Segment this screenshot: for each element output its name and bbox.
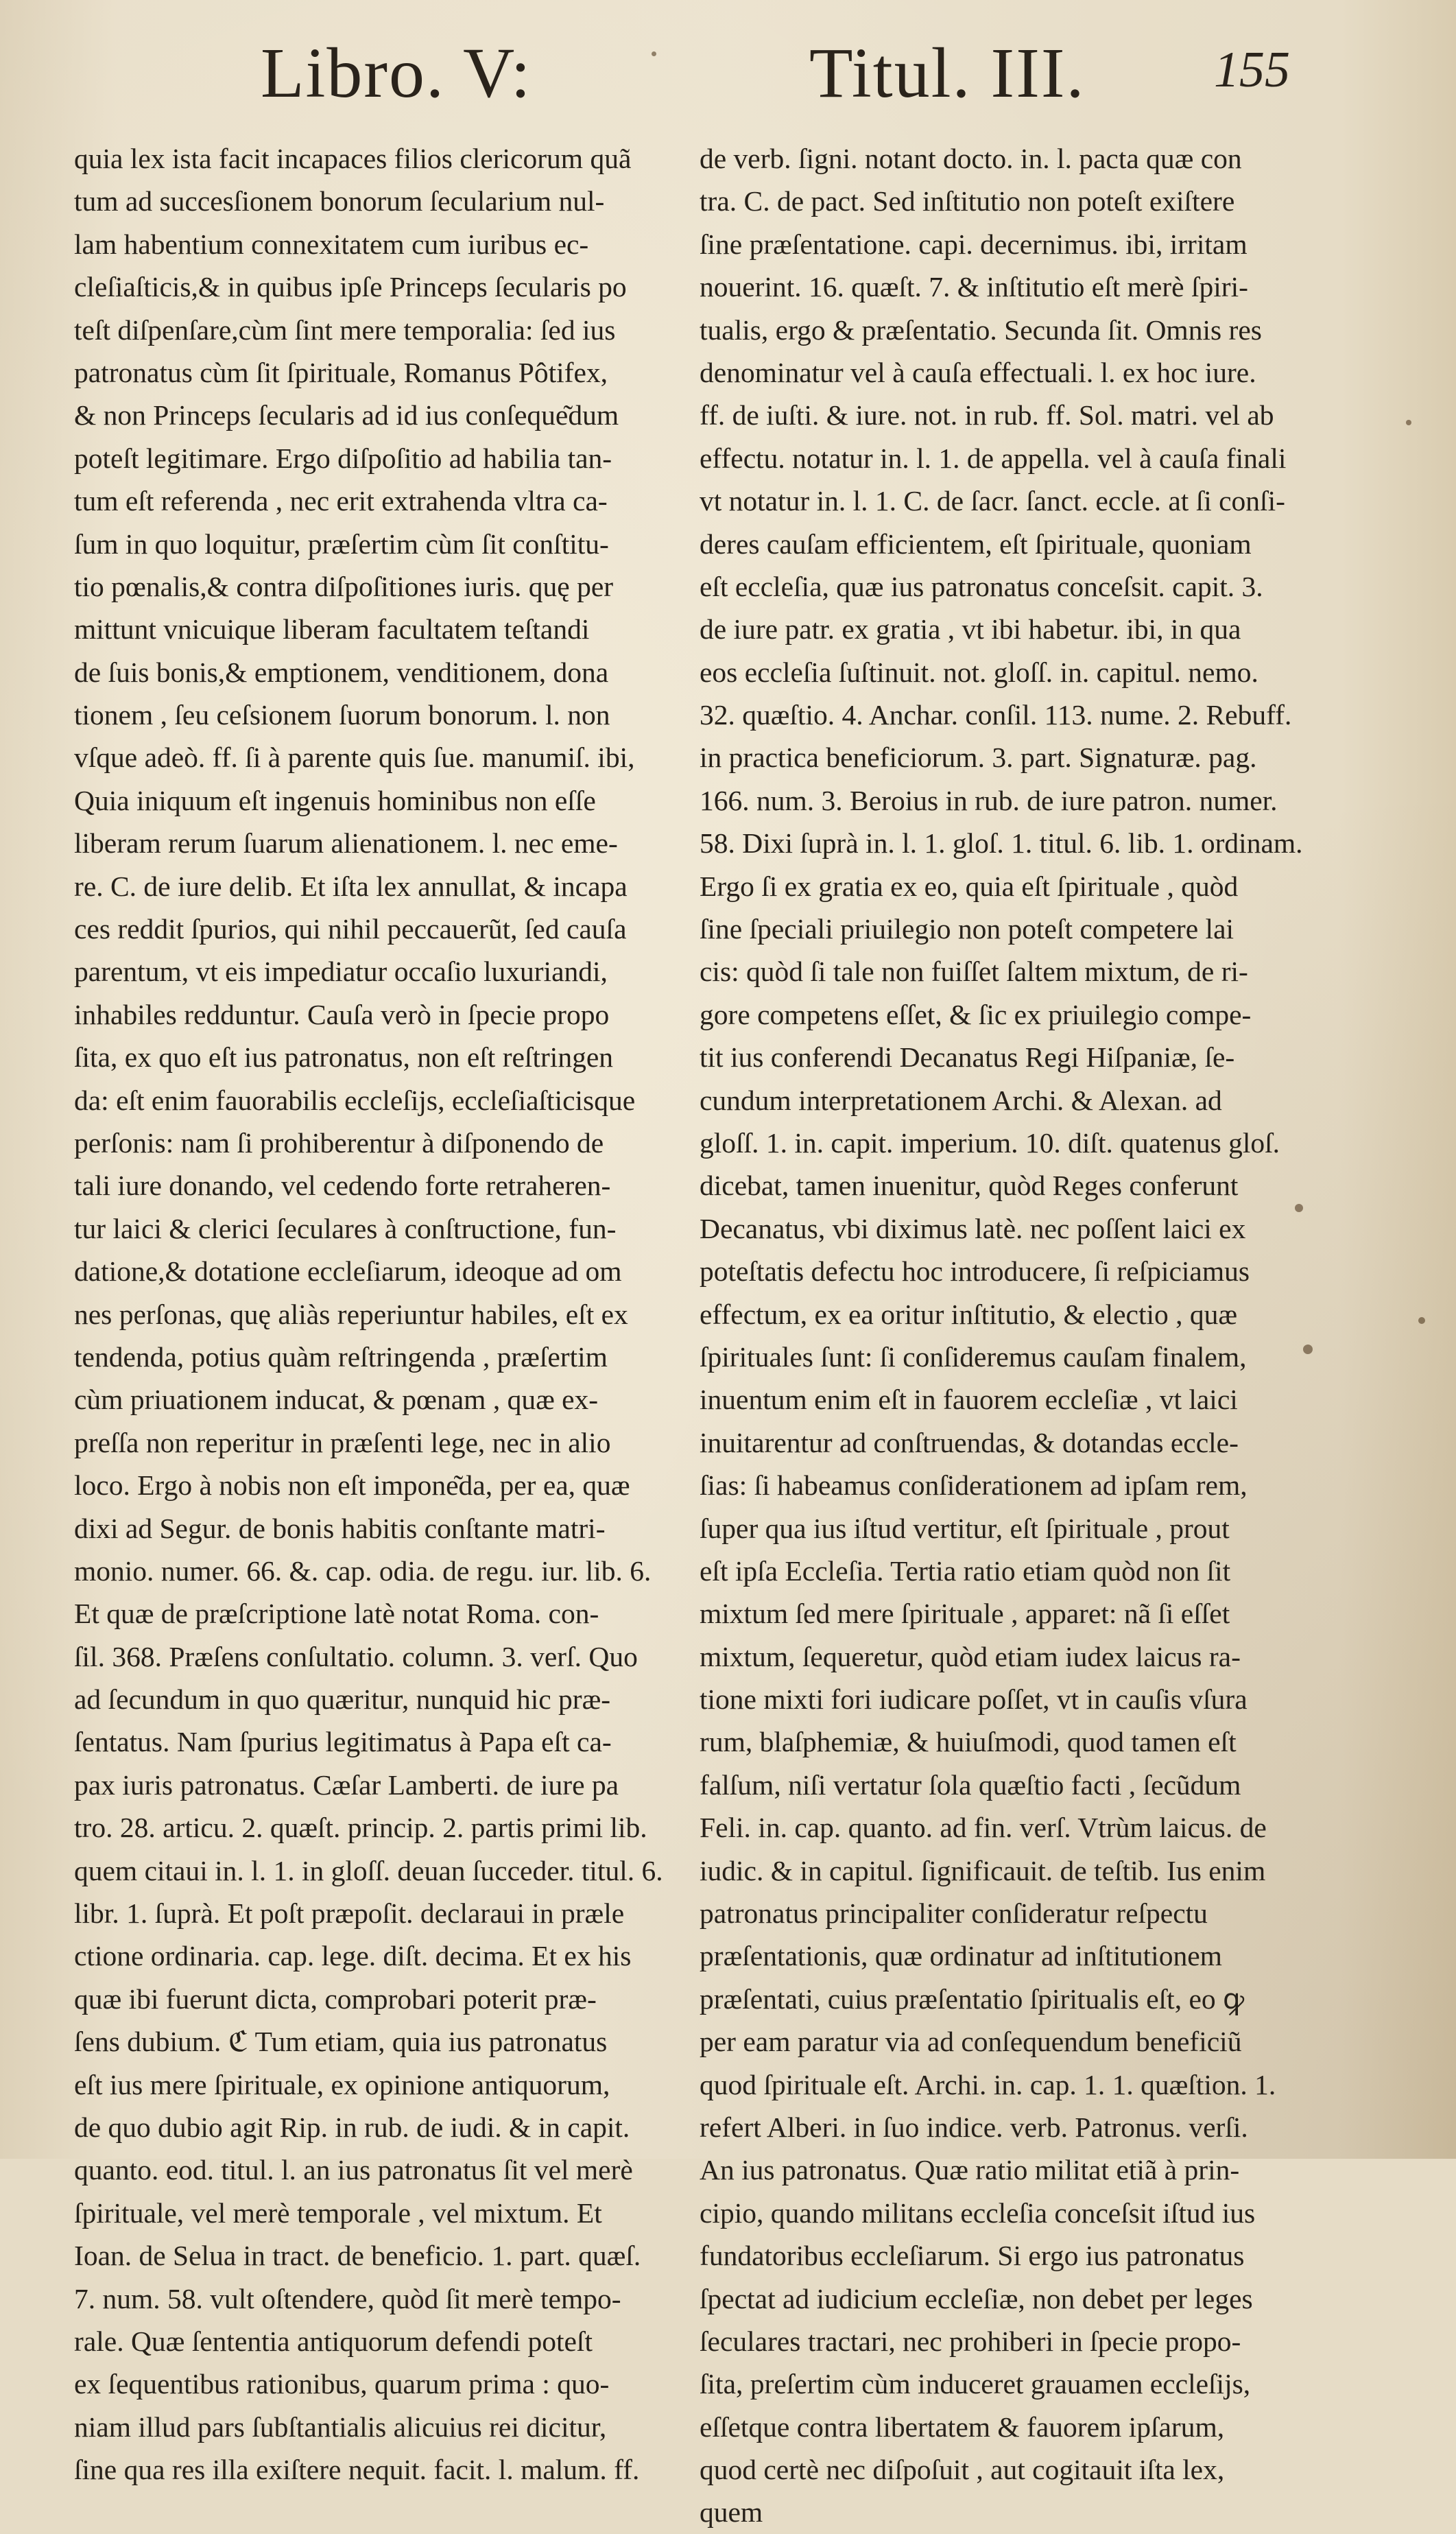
right-column-line: quod ſpirituale eſt. Archi. in. cap. 1. 1. quæſtion. 1. bbox=[700, 2068, 1276, 2100]
right-column-line: inuitarentur ad conſtruendas, & dotandas eccle- bbox=[700, 1426, 1239, 1458]
right-column-line: mixtum, ſequeretur, quòd etiam iudex laicus ra- bbox=[700, 1640, 1241, 1672]
left-column-line: rale. Quæ ſententia antiquorum defendi poteſt bbox=[74, 2325, 593, 2357]
right-column-line: refert Alberi. in ſuo indice. verb. Patronus. verſi. bbox=[700, 2111, 1248, 2143]
right-column-line: inuentum enim eſt in fauorem eccleſiæ , vt laici bbox=[700, 1384, 1238, 1416]
left-column-line: Et quæ de præſcriptione latè notat Roma. con- bbox=[74, 1598, 599, 1630]
right-column-line: ſuper qua ius iſtud vertitur, eſt ſpirituale , prout bbox=[700, 1512, 1230, 1544]
running-head bbox=[261, 34, 1303, 127]
left-column-line: mittunt vnicuique liberam facultatem teſtandi bbox=[74, 613, 590, 646]
left-column-line: de ſuis bonis,& emptionem, venditionem, dona bbox=[74, 656, 609, 688]
right-column-line: in practica beneficiorum. 3. part. Signaturæ. pag. bbox=[700, 742, 1257, 774]
ink-spot bbox=[1295, 1204, 1303, 1212]
left-column-line: ſita, ex quo eſt ius patronatus, non eſt reſtringen bbox=[74, 1041, 614, 1074]
left-column-line: poteſt legitimare. Ergo diſpoſitio ad habilia tan- bbox=[74, 442, 612, 474]
left-column-line: de quo dubio agit Rip. in rub. de iudi. & in capit. bbox=[74, 2111, 630, 2143]
left-column-line: lam habentium connexitatem cum iuribus ec- bbox=[74, 228, 589, 260]
running-head-book: Libro. V: bbox=[261, 34, 532, 113]
right-text-column bbox=[700, 137, 1313, 2534]
left-column-line: ſentatus. Nam ſpurius legitimatus à Papa eſt ca- bbox=[74, 1726, 612, 1758]
left-column-line: tendenda, potius quàm reſtringenda , præſertim bbox=[74, 1340, 608, 1373]
right-column-line: effectum, ex ea oritur inſtitutio, & electio , quæ bbox=[700, 1298, 1238, 1330]
right-column-line: rum, blaſphemiæ, & huiuſmodi, quod tamen eſt bbox=[700, 1726, 1237, 1758]
right-column-line: nouerint. 16. quæſt. 7. & inſtitutio eſt merè ſpiri- bbox=[700, 271, 1248, 303]
right-column-line: patronatus principaliter conſideratur reſpectu bbox=[700, 1897, 1208, 1930]
folio-number: 155 bbox=[1214, 42, 1290, 98]
right-column-line: An ius patronatus. Quæ ratio militat etiã à prin- bbox=[700, 2154, 1240, 2186]
left-column-line: da: eſt enim fauorabilis eccleſijs, eccleſiaſticisque bbox=[74, 1084, 636, 1116]
ink-spot bbox=[1418, 1317, 1425, 1324]
right-column-line: quem bbox=[700, 2496, 763, 2529]
right-column-line: effectu. notatur in. l. 1. de appella. vel à cauſa finali bbox=[700, 442, 1287, 474]
right-column-line: denominatur vel à cauſa effectuali. l. ex hoc iure. bbox=[700, 356, 1256, 388]
right-column-line: eſſetque contra libertatem & fauorem ipſarum, bbox=[700, 2411, 1225, 2443]
left-column-line: tro. 28. articu. 2. quæſt. princip. 2. partis primi lib. bbox=[74, 1812, 647, 1844]
left-column-line: cleſiaſticis,& in quibus ipſe Princeps ſecularis po bbox=[74, 271, 627, 303]
ink-spot bbox=[1406, 420, 1411, 425]
right-column-line: cipio, quando militans eccleſia conceſsit iſtud ius bbox=[700, 2196, 1256, 2229]
right-column-line: ſpirituales ſunt: ſi conſideremus cauſam finalem, bbox=[700, 1340, 1247, 1373]
right-column-line: præſentationis, quæ ordinatur ad inſtitutionem bbox=[700, 1940, 1222, 1972]
right-column-line: ſita, preſertim cùm induceret grauamen eccleſijs, bbox=[700, 2368, 1251, 2400]
left-column-line: cùm priuationem inducat, & pœnam , quæ ex- bbox=[74, 1384, 599, 1416]
right-column-line: ff. de iuſti. & iure. not. in rub. ff. Sol. matri. vel ab bbox=[700, 399, 1274, 431]
left-column-line: ad ſecundum in quo quæritur, nunquid hic præ- bbox=[74, 1683, 611, 1716]
right-column-line: gore competens eſſet, & ſic ex priuilegio compe- bbox=[700, 998, 1252, 1030]
left-column-line: monio. numer. 66. &. cap. odia. de regu. iur. lib. 6. bbox=[74, 1554, 652, 1587]
left-column-line: quanto. eod. titul. l. an ius patronatus ſit vel merè bbox=[74, 2154, 633, 2186]
right-column-line: 166. num. 3. Beroius in rub. de iure patron. numer. bbox=[700, 784, 1278, 816]
ink-spot bbox=[652, 51, 656, 56]
right-column-line: de verb. ſigni. notant docto. in. l. pacta quæ con bbox=[700, 143, 1242, 174]
right-column-line: per eam paratur via ad conſequendum beneficiũ bbox=[700, 2026, 1242, 2058]
left-column-line: ſine qua res illa exiſtere nequit. facit. l. malum. ff. bbox=[74, 2454, 640, 2486]
left-column-line: quem citaui in. l. 1. in gloſſ. deuan ſucceder. titul. 6. bbox=[74, 1854, 663, 1886]
left-column-line: teſt diſpenſare,cùm ſint mere temporalia: ſed ius bbox=[74, 313, 616, 346]
right-column-line: ſine ſpeciali priuilegio non poteſt competere lai bbox=[700, 913, 1234, 945]
right-column-line: Decanatus, vbi diximus latè. nec poſſent laici ex bbox=[700, 1212, 1246, 1244]
right-column-line: iudic. & in capitul. ſignificauit. de teſtib. Ius enim bbox=[700, 1854, 1266, 1886]
left-column-line: datione,& dotatione eccleſiarum, ideoque ad om bbox=[74, 1255, 622, 1288]
left-column-line: patronatus cùm ſit ſpirituale, Romanus Pôtifex, bbox=[74, 356, 608, 388]
right-column-line: tra. C. de pact. Sed inſtitutio non poteſt exiſtere bbox=[700, 185, 1235, 217]
left-column-line: Quia iniquum eſt ingenuis hominibus non eſſe bbox=[74, 784, 596, 816]
right-column-line: mixtum ſed mere ſpirituale , apparet: nã ſi eſſet bbox=[700, 1598, 1230, 1630]
left-column-line: ex ſequentibus rationibus, quarum prima : quo- bbox=[74, 2368, 610, 2400]
right-column-line: 58. Dixi ſuprà in. l. 1. gloſ. 1. titul. 6. lib. 1. ordinam. bbox=[700, 827, 1303, 860]
right-column-line: cis: quòd ſi tale non fuiſſet ſaltem mixtum, de ri- bbox=[700, 956, 1248, 988]
left-column-line: tur laici & clerici ſeculares à conſtructione, fun- bbox=[74, 1212, 617, 1244]
right-column-line: poteſtatis defectu hoc introducere, ſi reſpiciamus bbox=[700, 1255, 1250, 1288]
right-column-line: tione mixti fori iudicare poſſet, vt in cauſis vſura bbox=[700, 1683, 1248, 1716]
left-column-line: Ioan. de Selua in tract. de beneficio. 1. part. quæſ. bbox=[74, 2240, 641, 2272]
right-column-line: ſine præſentatione. capi. decernimus. ibi, irritam bbox=[700, 228, 1248, 260]
right-column-line: fundatoribus eccleſiarum. Si ergo ius patronatus bbox=[700, 2240, 1245, 2272]
left-column-line: parentum, vt eis impediatur occaſio luxuriandi, bbox=[74, 956, 608, 988]
right-column-line: cundum interpretationem Archi. & Alexan. ad bbox=[700, 1084, 1222, 1116]
right-column-line: Feli. in. cap. quanto. ad fin. verſ. Vtrùm laicus. de bbox=[700, 1812, 1267, 1844]
left-column-line: ces reddit ſpurios, qui nihil peccauerũt, ſed cauſa bbox=[74, 913, 627, 945]
right-column-line: præſentati, cuius præſentatio ſpiritualis eſt, eo ꝙ bbox=[700, 1982, 1245, 2015]
left-column-line: preſſa non reperitur in præſenti lege, nec in alio bbox=[74, 1426, 611, 1458]
right-column-line: tit ius conferendi Decanatus Regi Hiſpaniæ, ſe- bbox=[700, 1041, 1235, 1074]
right-column-line: ſeculares tractari, nec prohiberi in ſpecie propo- bbox=[700, 2325, 1241, 2357]
left-column-line: liberam rerum ſuarum alienationem. l. nec eme- bbox=[74, 827, 618, 860]
left-column-line: eſt ius mere ſpirituale, ex opinione antiquorum, bbox=[74, 2068, 610, 2100]
right-column-line: eſt eccleſia, quæ ius patronatus conceſsit. capit. 3. bbox=[700, 570, 1263, 602]
left-column-line: loco. Ergo à nobis non eſt impone͂da, per ea, quæ bbox=[74, 1469, 630, 1502]
left-column-line: ſens dubium. ℭ Tum etiam, quia ius patronatus bbox=[74, 2026, 608, 2058]
left-column-line: re. C. de iure delib. Et iſta lex annullat, & incapa bbox=[74, 870, 628, 902]
right-column-line: eſt ipſa Eccleſia. Tertia ratio etiam quòd non ſit bbox=[700, 1554, 1231, 1587]
right-column-line: deres cauſam efficientem, eſt ſpirituale, quoniam bbox=[700, 528, 1252, 560]
left-column-line: dixi ad Segur. de bonis habitis conſtante matri- bbox=[74, 1512, 606, 1544]
left-column-line: quia lex ista facit incapaces filios clericorum quã bbox=[74, 143, 632, 174]
left-column-line: tionem , ſeu ceſsionem ſuorum bonorum. l. non bbox=[74, 699, 610, 731]
right-column-line: 32. quæſtio. 4. Anchar. conſil. 113. nume. 2. Rebuff. bbox=[700, 699, 1292, 731]
left-column-line: ſpirituale, vel merè temporale , vel mixtum. Et bbox=[74, 2196, 602, 2229]
right-column-line: gloſſ. 1. in. capit. imperium. 10. diſt. quatenus gloſ. bbox=[700, 1126, 1280, 1159]
right-column-line: eos eccleſia ſuſtinuit. not. gloſſ. in. capitul. nemo. bbox=[700, 656, 1258, 688]
ink-spot bbox=[1303, 1345, 1313, 1354]
left-column-line: libr. 1. ſuprà. Et poſt præpoſit. declaraui in præle bbox=[74, 1897, 625, 1930]
left-column-line: tio pœnalis,& contra diſpoſitiones iuris. quę per bbox=[74, 570, 614, 602]
left-column-line: tali iure donando, vel cedendo forte retraheren- bbox=[74, 1170, 611, 1202]
left-column-line: inhabiles redduntur. Cauſa verò in ſpecie propo bbox=[74, 998, 610, 1030]
right-column-line: dicebat, tamen inuenitur, quòd Reges conferunt bbox=[700, 1170, 1239, 1202]
right-column-line: ſpectat ad iudicium eccleſiæ, non debet per leges bbox=[700, 2282, 1253, 2314]
right-column-line: vt notatur in. l. 1. C. de ſacr. ſanct. eccle. at ſi conſi- bbox=[700, 485, 1285, 517]
left-column-line: nes perſonas, quę aliàs reperiuntur habiles, eſt ex bbox=[74, 1298, 628, 1330]
left-column-line: 7. num. 58. vult oſtendere, quòd ſit merè tempo- bbox=[74, 2282, 621, 2314]
left-column-line: tum ad succesſionem bonorum ſecularium nul- bbox=[74, 185, 605, 217]
left-column-line: ſil. 368. Præſens conſultatio. column. 3. verſ. Quo bbox=[74, 1640, 638, 1672]
left-column-line: niam illud pars ſubſtantialis alicuius rei dicitur, bbox=[74, 2411, 607, 2443]
left-column-line: tum eſt referenda , nec erit extrahenda vltra ca- bbox=[74, 485, 608, 517]
left-column-line: ctione ordinaria. cap. lege. diſt. decima. Et ex his bbox=[74, 1940, 632, 1972]
left-column-line: perſonis: nam ſi prohiberentur à diſponendo de bbox=[74, 1126, 604, 1159]
right-column-line: tualis, ergo & præſentatio. Secunda ſit. Omnis res bbox=[700, 313, 1262, 346]
left-column-line: vſque adeò. ff. ſi à parente quis ſue. manumiſ. ibi, bbox=[74, 742, 635, 774]
right-column-line: falſum, niſi vertatur ſola quæſtio facti , ſecũdum bbox=[700, 1768, 1241, 1801]
right-column-line: ſias: ſi habeamus conſiderationem ad ipſam rem, bbox=[700, 1469, 1248, 1502]
running-head-title: Titul. III. bbox=[809, 34, 1086, 113]
right-column-line: de iure patr. ex gratia , vt ibi habetur. ibi, in qua bbox=[700, 613, 1241, 646]
left-column-line: quæ ibi fuerunt dicta, comprobari poterit præ- bbox=[74, 1982, 597, 2015]
right-column-line: Ergo ſi ex gratia ex eo, quia eſt ſpirituale , quòd bbox=[700, 870, 1239, 902]
left-column-line: & non Princeps ſecularis ad id ius conſeque͂dum bbox=[74, 399, 619, 431]
left-column-line: pax iuris patronatus. Cæſar Lamberti. de iure pa bbox=[74, 1768, 619, 1801]
left-column-line: ſum in quo loquitur, præſertim cùm ſit conſtitu- bbox=[74, 528, 609, 560]
right-column-line: quod certè nec diſpoſuit , aut cogitauit iſta lex, bbox=[700, 2454, 1225, 2486]
left-text-column bbox=[74, 137, 675, 2491]
